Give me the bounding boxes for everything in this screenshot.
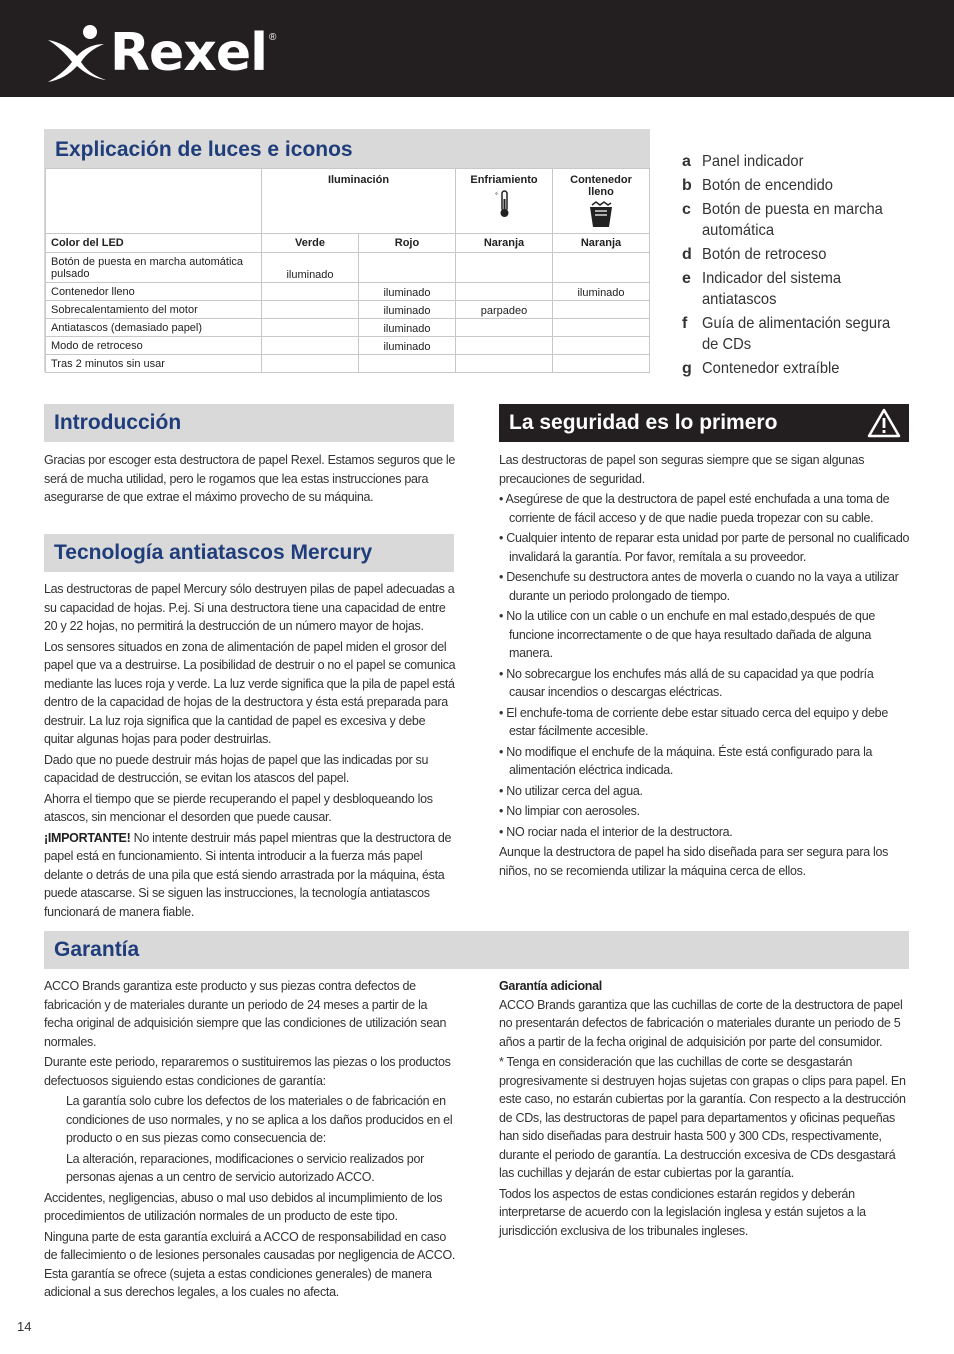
mercury-important	[44, 829, 456, 922]
col-header-bin-full-label: Contenedor lleno	[570, 174, 632, 198]
safety-bullet: • No utilizar cerca del agua.	[499, 783, 643, 798]
cell-value	[456, 253, 553, 283]
mercury-paragraph: Ahorra el tiempo que se pierde recuperando el papel y desbloqueando los atascos, sin mencionar el desorden que puede causar.	[44, 791, 433, 824]
mercury-heading-bar	[44, 534, 454, 572]
cell-value	[456, 283, 553, 301]
legend-key: g	[682, 360, 692, 377]
warranty-heading-bar	[44, 931, 909, 969]
legend-text: Botón de encendido	[702, 177, 833, 194]
legend-item	[682, 268, 922, 310]
cell-value	[262, 337, 359, 355]
row-label: Contenedor lleno	[46, 283, 262, 301]
cell-value: iluminado	[359, 337, 456, 355]
safety-bullet: • Desenchufe su destructora antes de moverla o cuando no la vaya a utilizar durante un periodo prolongado de tiempo.	[499, 570, 899, 603]
cell-value: iluminado	[262, 253, 359, 283]
warranty-paragraph: Durante este periodo, repararemos o sustituiremos las piezas o los productos defectuosos siguiendo estas condiciones de garantía:	[44, 1055, 451, 1088]
safety-bullet: • No limpiar con aerosoles.	[499, 804, 640, 818]
lights-table	[45, 168, 650, 373]
svg-text:°: °	[495, 192, 498, 199]
warranty-indented: La alteración, reparaciones, modificaciones o servicio realizados por personas ajenas a un centro de servicio autorizado ACCO.	[66, 1151, 424, 1184]
cell-value: iluminado	[359, 319, 456, 337]
legend-text: Contenedor extraíble	[702, 360, 840, 377]
col-header-cooling	[456, 169, 553, 234]
mercury-paragraph: Las destructoras de papel Mercury sólo destruyen pilas de papel adecuadas a su capacidad de hojas. P.ej. Si una destructora tiene una capacidad de entre 20 y 22 hojas, no permitirá la destrucción de un número mayor de hojas.	[44, 582, 455, 633]
parts-legend	[682, 151, 922, 382]
legend-item	[682, 175, 922, 196]
warranty-paragraph: * Tenga en consideración que las cuchillas de corte se desgastarán progresivamente si destruyen hojas sujetas con grapas o clips para papel. En este caso, no estarán cubiertas por la garantía. Con respecto a la destrucción de CDs, las destructoras de papel para departamentos y oficinas pequeñas han sido diseñadas para destruir hasta 500 y 300 CDs, respectivamente, durante el periodo de garantía. La destrucción excesiva de CDs desgastará las cuchillas y dejarán de estar cubiertas por la garantía.	[499, 1055, 906, 1180]
row-label: Sobrecalentamiento del motor	[46, 301, 262, 319]
cell-value	[553, 253, 650, 283]
table-row	[46, 319, 650, 337]
row-label: Modo de retroceso	[46, 337, 262, 355]
legend-item	[682, 358, 922, 379]
legend-item	[682, 199, 922, 241]
legend-item	[682, 244, 922, 265]
sub-header-green: Verde	[262, 234, 359, 253]
intro-title: Introducción	[54, 411, 182, 434]
cell-value	[359, 253, 456, 283]
col-header-lighting: Iluminación	[262, 169, 456, 234]
safety-closing: Aunque la destructora de papel ha sido diseñada para ser segura para los niños, no se recomienda utilizar la máquina cerca de ellos.	[499, 845, 889, 878]
safety-intro: Las destructoras de papel son seguras siempre que se sigan algunas precauciones de seguridad.	[499, 453, 865, 486]
header-bar	[0, 0, 954, 97]
cell-value: iluminado	[359, 301, 456, 319]
warranty-left-body	[44, 977, 456, 1304]
cell-value	[262, 283, 359, 301]
legend-text: Botón de puesta en marcha automática	[702, 201, 883, 239]
legend-text: Guía de alimentación segura de CDs	[702, 315, 891, 353]
legend-text: Botón de retroceso	[702, 246, 827, 263]
extra-warranty-title-text: Garantía adicional	[499, 979, 602, 993]
table-row	[46, 355, 650, 373]
warning-triangle-icon	[867, 408, 901, 438]
safety-body	[499, 451, 911, 882]
page-number: 14	[17, 1319, 32, 1334]
row-label: Tras 2 minutos sin usar	[46, 355, 262, 373]
cell-value	[456, 319, 553, 337]
cell-value	[553, 337, 650, 355]
mercury-title: Tecnología antiatascos Mercury	[54, 541, 373, 564]
cell-value	[456, 337, 553, 355]
cell-value	[456, 355, 553, 373]
table-row	[46, 301, 650, 319]
warranty-paragraph: Ninguna parte de esta garantía excluirá a ACCO de responsabilidad en caso de fallecimiento o de lesiones personales causadas por negligencia de ACCO. Esta garantía se ofrece (sujeta a estas condiciones generales) de manera adicional a sus derechos legales, a los cuales no afecta.	[44, 1229, 456, 1299]
lights-icons-section	[44, 129, 650, 372]
warranty-paragraph: ACCO Brands garantiza que las cuchillas de corte de la destructora de papel no presentarán defectos de fabricación o materiales durante un periodo de 5 años a partir de la fecha original de adquisición por parte del consumidor.	[499, 997, 903, 1049]
legend-key: e	[682, 270, 691, 287]
table-row	[46, 283, 650, 301]
col-header-cooling-label: Enfriamiento	[470, 174, 538, 186]
registered-mark: ®	[268, 32, 277, 43]
legend-key: d	[682, 246, 692, 263]
important-label: ¡IMPORTANTE!	[44, 830, 131, 845]
rexel-logo	[44, 22, 276, 84]
table-row	[46, 337, 650, 355]
safety-heading-bar	[499, 404, 909, 442]
mercury-paragraph: Dado que no puede destruir más hojas de papel que las indicadas por su capacidad de destrucción, se evitan los atascos del papel.	[44, 752, 429, 785]
blank-header-cell	[46, 169, 262, 234]
thermometer-icon	[494, 189, 514, 219]
legend-key: c	[682, 201, 691, 218]
row-label: Botón de puesta en marcha automática pulsado	[46, 253, 262, 283]
cell-value	[553, 319, 650, 337]
cell-value: iluminado	[553, 283, 650, 301]
bin-full-icon	[587, 201, 615, 229]
mercury-paragraph: Los sensores situados en zona de alimentación de papel miden el grosor del papel que va a destruirse. La posibilidad de destruir o no el papel se comunica mediante las luces roja y verde. La luz verde significa que la pila de papel está dentro de la capacidad de hojas de la destructora y ésta está preparada para destruir. La luz roja significa que la cantidad de papel es excesiva y debe quitar algunas hojas para poder destruirlas.	[44, 639, 456, 746]
warranty-paragraph: Accidentes, negligencias, abuso o mal uso debidos al incumplimiento de los procedimientos de utilización normales de un producto de este tipo.	[44, 1190, 443, 1223]
safety-bullet: • Asegúrese de que la destructora de papel esté enchufada a una toma de corriente de fácil acceso y de que nadie pueda tropezar con su cable.	[499, 492, 890, 525]
legend-key: b	[682, 177, 692, 194]
extra-warranty-title	[499, 977, 911, 996]
cell-value	[359, 355, 456, 373]
mercury-body	[44, 580, 456, 923]
cell-value	[262, 301, 359, 319]
sub-header-led-color: Color del LED	[46, 234, 262, 253]
warranty-title: Garantía	[54, 938, 140, 961]
warranty-paragraph: Todos los aspectos de estas condiciones estarán regidos y deberán interpretarse de acuerdo con la legislación inglesa y están sujetos a la jurisdicción exclusiva de los tribunales ingleses.	[499, 1186, 866, 1238]
sub-header-orange: Naranja	[456, 234, 553, 253]
cell-value	[553, 355, 650, 373]
legend-text: Indicador del sistema antiatascos	[702, 270, 842, 308]
cell-value	[553, 301, 650, 319]
safety-bullet: • No modifique el enchufe de la máquina. Éste está configurado para la alimentación eléctrica indicada.	[499, 744, 873, 777]
table-row	[46, 253, 650, 283]
important-text: No intente destruir más papel mientras que la destructora de papel está en funcionamiento. Si intenta introducir a la fuerza más papel delante o detrás de una pila que está siendo arrastrada por la máquina, ésta puede atascarse. Si se siguen las instrucciones, la tecnología antiatascos funcionará de manera fiable.	[44, 830, 452, 919]
safety-title: La seguridad es lo primero	[509, 411, 778, 434]
safety-bullet: • El enchufe-toma de corriente debe estar situado cerca del equipo y debe estar fácilmente accesible.	[499, 705, 888, 738]
cell-value	[262, 355, 359, 373]
cell-value: iluminado	[359, 283, 456, 301]
legend-key: f	[682, 315, 688, 332]
sub-header-red: Rojo	[359, 234, 456, 253]
cell-value: parpadeo	[456, 301, 553, 319]
legend-text: Panel indicador	[702, 153, 804, 170]
lights-title: Explicación de luces e iconos	[55, 138, 353, 161]
cell-value	[262, 319, 359, 337]
legend-item	[682, 313, 922, 355]
row-label: Antiatascos (demasiado papel)	[46, 319, 262, 337]
legend-key: a	[682, 153, 691, 170]
brand-name: Rexel	[110, 23, 267, 83]
col-header-bin-full	[553, 169, 650, 234]
legend-item	[682, 151, 922, 172]
rexel-figure-icon	[44, 22, 110, 84]
warranty-paragraph: ACCO Brands garantiza este producto y sus piezas contra defectos de fabricación y de materiales durante un periodo de 24 meses a partir de la fecha original de adquisición siempre que las condiciones de utilización sean normales.	[44, 979, 447, 1049]
warranty-right-body	[499, 977, 911, 1242]
safety-bullet: • No sobrecargue los enchufes más allá de su capacidad ya que podría causar incendios o descargas eléctricas.	[499, 666, 874, 699]
safety-bullet: • No la utilice con un cable o un enchufe en mal estado,después de que funcione incorrectamente o de que haya resultado dañada de alguna manera.	[499, 609, 876, 660]
sub-header-orange-2: Naranja	[553, 234, 650, 253]
warranty-indented: La garantía solo cubre los defectos de los materiales o de fabricación en condiciones de uso normales, y no se aplica a los daños producidos en el producto o en sus piezas como consecuencia de:	[66, 1094, 453, 1145]
safety-bullet: • NO rociar nada el interior de la destructora.	[499, 824, 733, 839]
safety-bullet: • Cualquier intento de reparar esta unidad por parte de personal no cualificado invalidará la garantía. Por favor, remítala a su proveedor.	[499, 531, 910, 564]
intro-body	[44, 451, 456, 509]
intro-paragraph: Gracias por escoger esta destructora de papel Rexel. Estamos seguros que le será de mucha utilidad, pero le rogamos que lea estas instrucciones para asegurarse de que extrae el máximo provecho de su máquina.	[44, 453, 456, 504]
intro-heading-bar	[44, 404, 454, 442]
